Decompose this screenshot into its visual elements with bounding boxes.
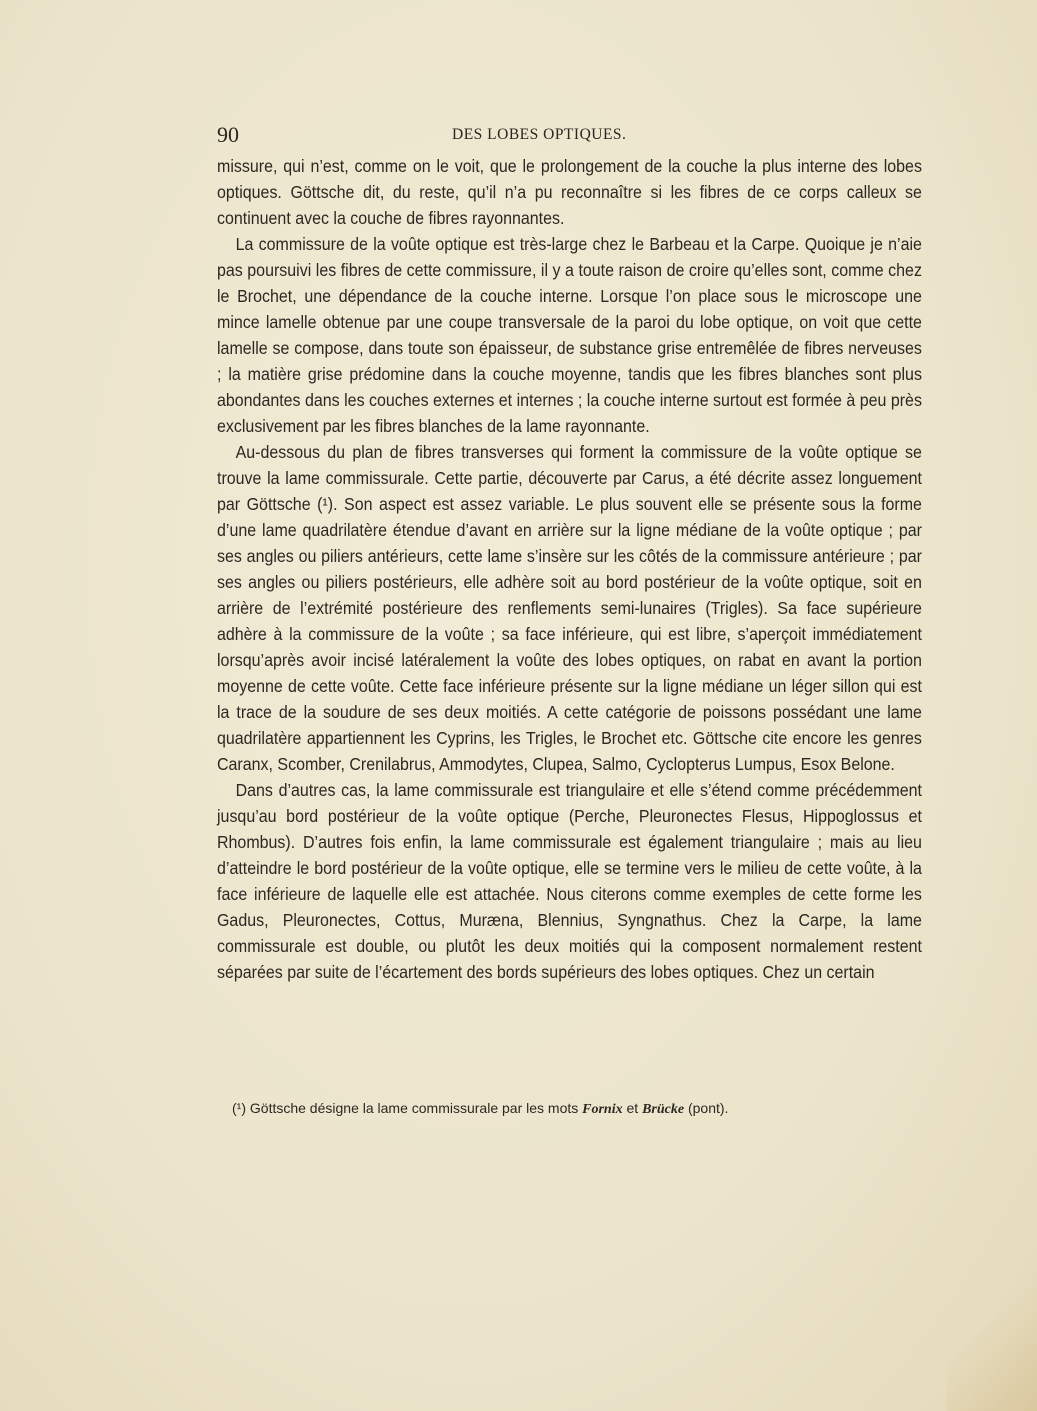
paragraph: Dans d’autres cas, la lame commissurale est triangulaire et elle s’étend comme précédemment jusqu’au bord postérieur de la voûte optique (Perche, Pleuronectes Flesus, Hippoglossus et Rhombus). D’autres fois enfin, la lame commissurale est également triangulaire ; mais au lieu d’atteindre le bord postérieur de la voûte optique, elle se termine vers le milieu de cette voûte, à la face inférieure de laquelle elle est attachée. Nous citerons comme exemples de cette forme les Gadus, Pleuronectes, Cottus, Muræna, Blennius, Syngnathus. Chez la Carpe, la lame commissurale est double, ou plutôt les deux moitiés qui la composent normalement restent séparées par suite de l’écartement des bords supérieurs des lobes optiques. Chez un certain (217, 780, 922, 982)
body-text (217, 153, 922, 985)
paragraph: La commissure de la voûte optique est très-large chez le Barbeau et la Carpe. Quoique je n’aie pas poursuivi les fibres de cette commissure, il y a toute raison de croire qu’elles sont, comme chez le Brochet, une dépendance de la couche interne. Lorsque l’on place sous le microscope une mince lamelle obtenue par une coupe transversale de la paroi du lobe optique, on voit que cette lamelle se compose, dans toute son épaisseur, de substance grise entremêlée de fibres nerveuses ; la matière grise prédomine dans la couche moyenne, tandis que les fibres blanches sont plus abondantes dans les couches externes et internes ; la couche interne surtout est formée à peu près exclusivement par les fibres blanches de la lame rayonnante. (217, 234, 922, 436)
footnote-connector: et (626, 1100, 639, 1116)
footnote-text-end: (pont). (687, 1100, 729, 1116)
paragraph: missure, qui n’est, comme on le voit, que le prolongement de la couche la plus interne des lobes optiques. Göttsche dit, du reste, qu’il n’a pu reconnaître si les fibres de ce corps calleux se continuent avec la couche de fibres rayonnantes. (217, 156, 922, 228)
footnote (232, 1098, 932, 1120)
footnote-mark: (¹) (232, 1100, 246, 1116)
running-title: DES LOBES OPTIQUES. (452, 126, 627, 143)
running-head (217, 122, 922, 148)
paper-stain (947, 1271, 1037, 1411)
footnote-text: Göttsche désigne la lame commissurale par les mots (249, 1100, 579, 1116)
page-number: 90 (217, 122, 239, 147)
footnote-term: Brücke (642, 1102, 685, 1117)
paragraph: Au-dessous du plan de fibres transverses qui forment la commissure de la voûte optique se trouve la lame commissurale. Cette partie, découverte par Carus, a été décrite assez longuement par Göttsche (¹). Son aspect est assez variable. Le plus souvent elle se présente sous la forme d’une lame quadrilatère étendue d’avant en arrière sur la ligne médiane de la voûte optique ; par ses angles ou piliers antérieurs, cette lame s’insère sur les côtés de la commissure antérieure ; par ses angles ou piliers postérieurs, elle adhère soit au bord postérieur de la voûte optique, soit en arrière de l’extrémité postérieure des renflements semi-lunaires (Trigles). Sa face supérieure adhère à la commissure de la voûte ; sa face inférieure, qui est libre, s’aperçoit immédiatement lorsqu’après avoir incisé latéralement la voûte des lobes optiques, on rabat en avant la portion moyenne de cette voûte. Cette face inférieure présente sur la ligne médiane un léger sillon qui est la trace de la soudure de ses deux moitiés. A cette catégorie de poissons possédant une lame quadrilatère appartiennent les Cyprins, les Trigles, le Brochet etc. Göttsche cite encore les genres Caranx, Scomber, Crenilabrus, Ammodytes, Clupea, Salmo, Cyclopterus Lumpus, Esox Belone. (217, 442, 922, 774)
footnote-term: Fornix (582, 1102, 623, 1117)
